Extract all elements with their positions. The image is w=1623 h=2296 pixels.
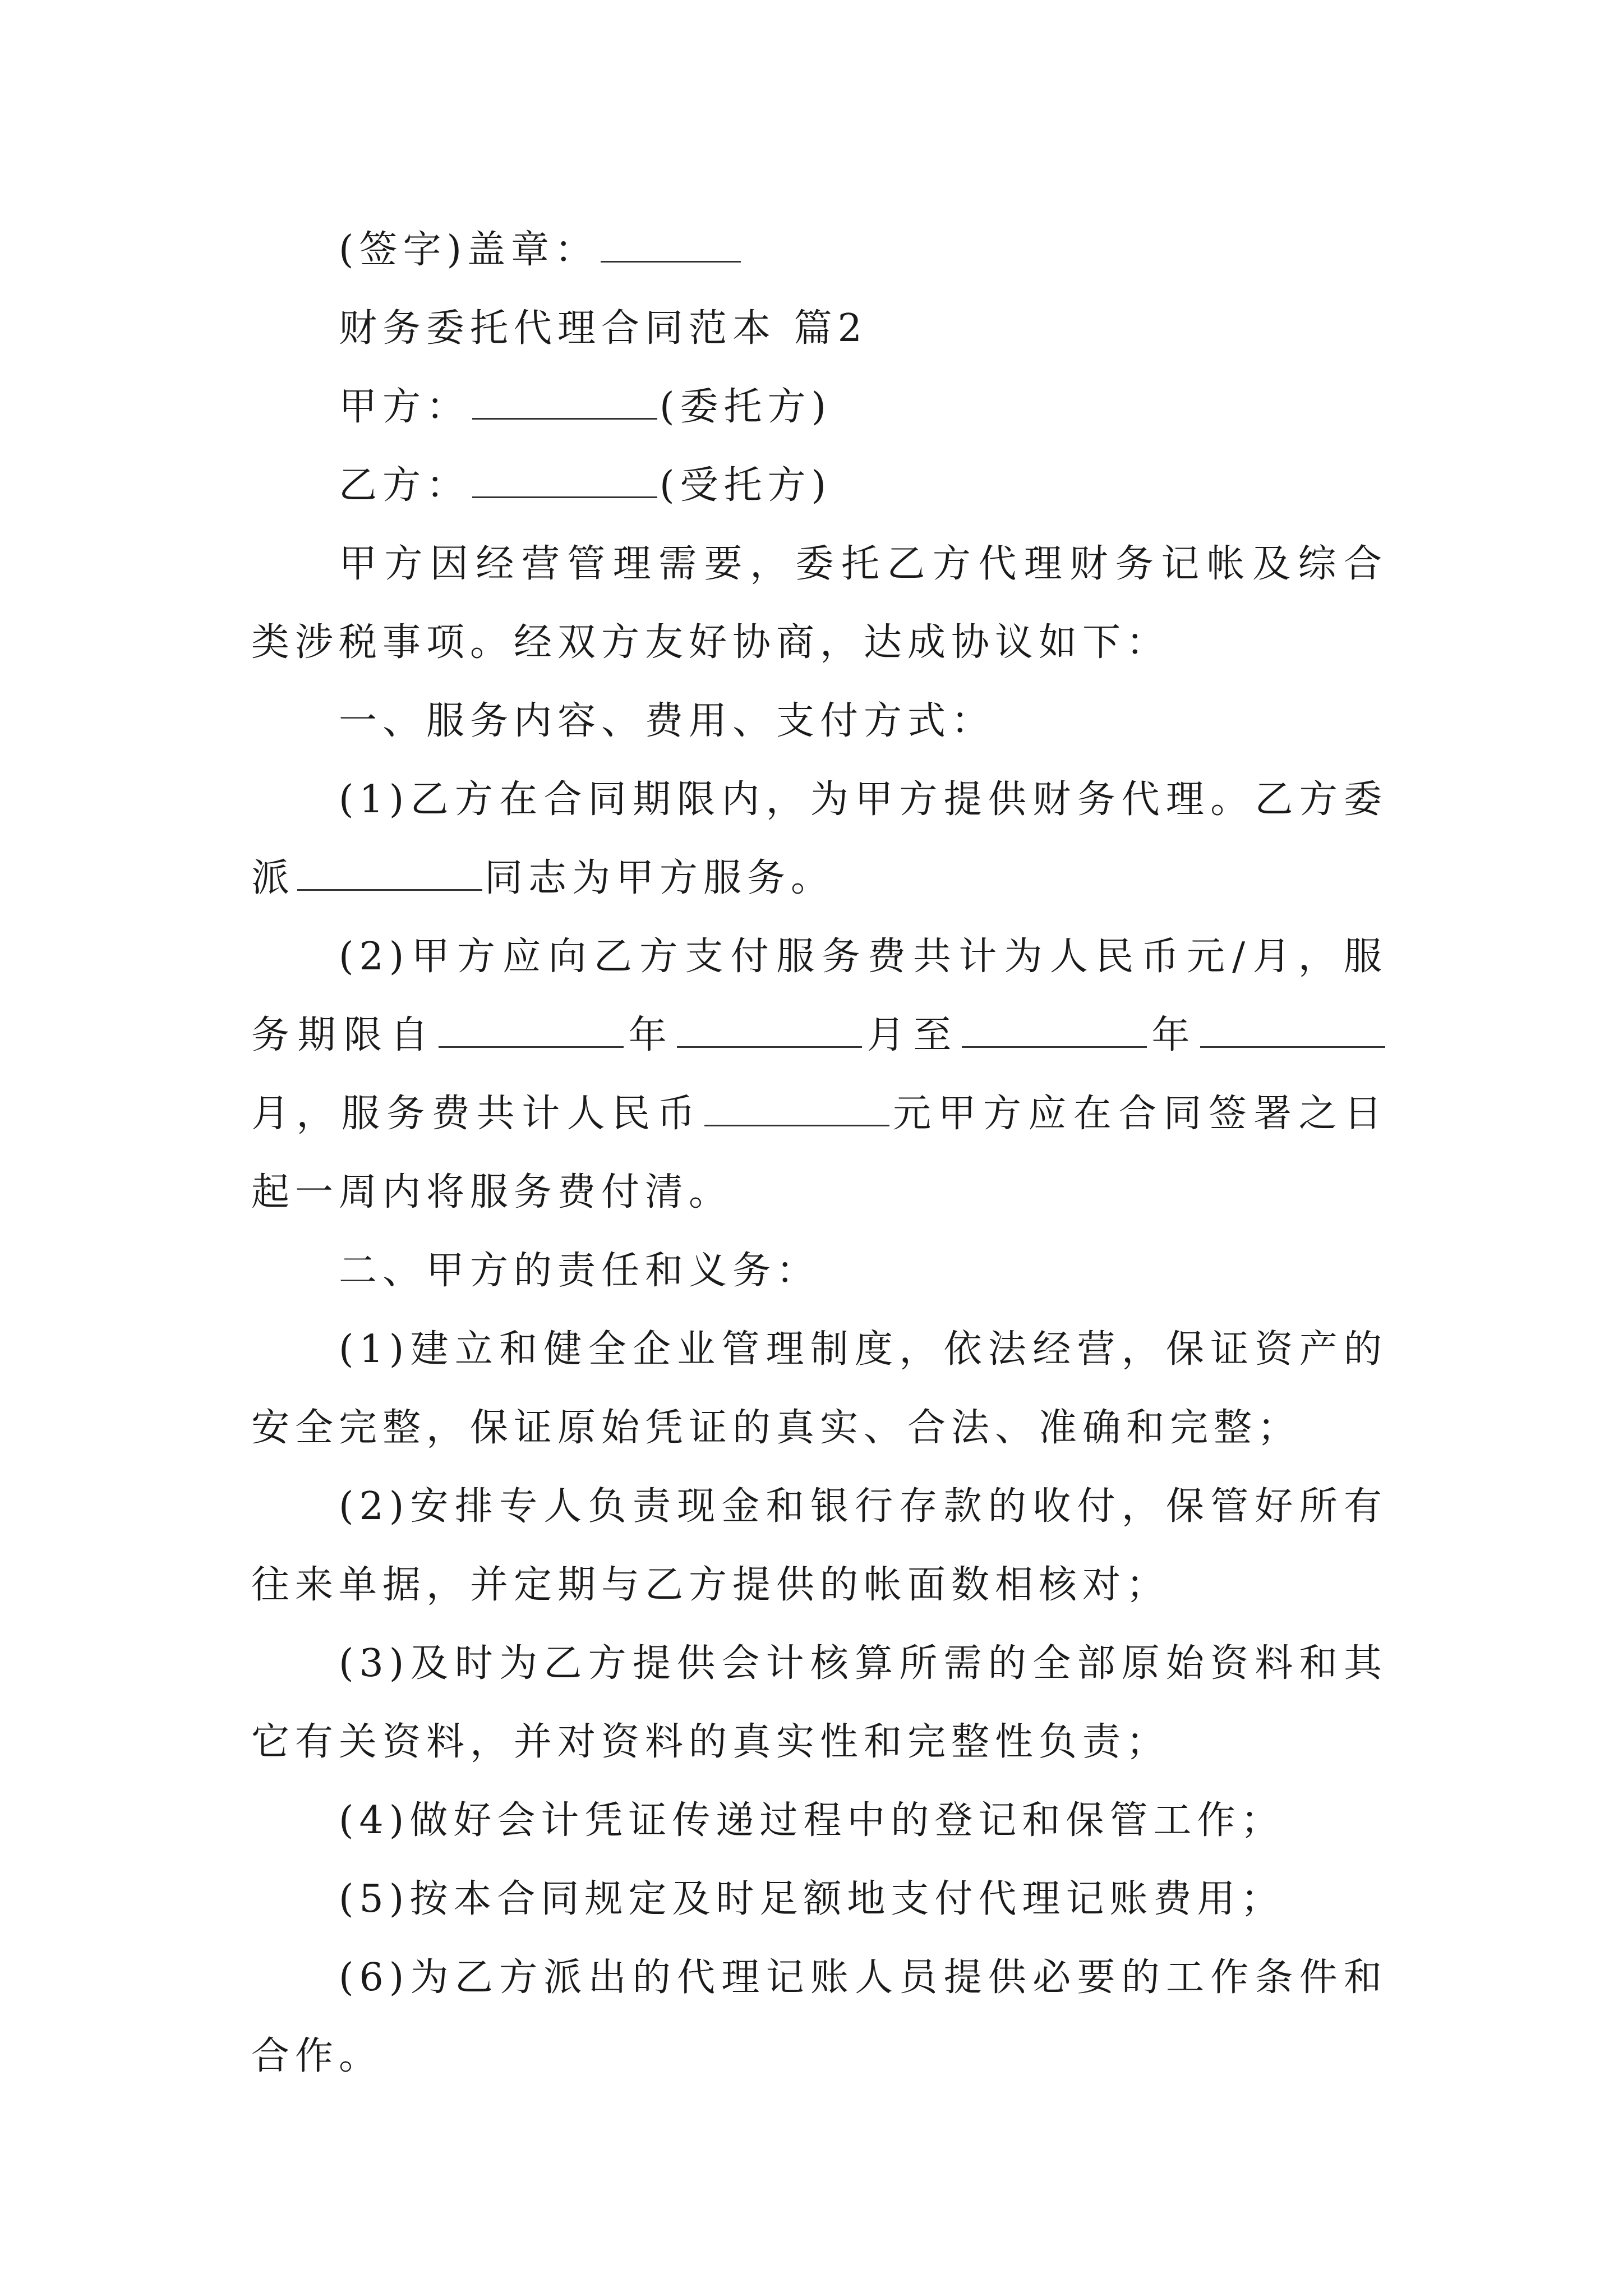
end-year-blank[interactable]	[962, 1014, 1147, 1048]
section1-item1	[251, 761, 1387, 918]
item2-year1: 年	[626, 1013, 675, 1057]
item2-text-b: 元甲方应在合同签署之日起一周内将服务费付清。	[251, 1092, 1387, 1214]
section1-heading: 一、服务内容、费用、支付方式：	[339, 699, 995, 743]
party-b-role: (受托方)	[660, 463, 832, 508]
section2-item: (1)建立和健全企业管理制度，依法经营，保证资产的安全完整，保证原始凭证的真实、合法、准确和完整；	[251, 1327, 1387, 1450]
party-a-label: 甲方：	[339, 385, 471, 429]
party-b-line	[251, 447, 1387, 525]
party-b-blank[interactable]	[472, 464, 657, 498]
section2-item: (3)及时为乙方提供会计核算所需的全部原始资料和其它有关资料，并对资料的真实性和完整性负责；	[251, 1641, 1387, 1764]
delegate-name-blank[interactable]	[297, 857, 482, 891]
item2-month1: 月至	[864, 1013, 960, 1057]
party-a-role: (委托方)	[660, 385, 832, 429]
item1-text-b: 同志为甲方服务。	[485, 856, 835, 900]
section2-heading: 二、甲方的责任和义务：	[339, 1249, 820, 1293]
document-body	[251, 211, 1387, 2096]
section1-item2	[251, 918, 1387, 1232]
item2-text-a: (2)甲方应向乙方支付服务费共计为人民币元/月，服务期限自	[251, 935, 1387, 1057]
document-title: 财务委托代理合同范本 篇2	[339, 306, 868, 351]
end-month-blank[interactable]	[1200, 1014, 1385, 1048]
start-month-blank[interactable]	[677, 1014, 862, 1048]
section2-item: (6)为乙方派出的代理记账人员提供必要的工作条件和合作。	[251, 1955, 1387, 2078]
intro-paragraph: 甲方因经营管理需要，委托乙方代理财务记帐及综合类涉税事项。经双方友好协商，达成协议如下：	[251, 542, 1387, 665]
signature-label: (签字)盖章：	[339, 228, 599, 272]
item1-text-a: (1)乙方在合同期限内，为甲方提供财务代理。乙方委派	[251, 777, 1387, 900]
item2-year2: 年	[1149, 1013, 1198, 1057]
signature-line	[251, 211, 1387, 289]
signature-blank[interactable]	[601, 228, 741, 263]
section2-item: (5)按本合同规定及时足额地支付代理记账费用；	[339, 1877, 1285, 1921]
item2-month2: 月，服务费共计人民币	[251, 1092, 702, 1136]
section2-item: (4)做好会计凭证传递过程中的登记和保管工作；	[339, 1798, 1285, 1843]
party-b-label: 乙方：	[339, 463, 471, 508]
fee-total-blank[interactable]	[704, 1092, 889, 1126]
party-a-blank[interactable]	[472, 385, 657, 420]
start-year-blank[interactable]	[439, 1014, 624, 1048]
party-a-line	[251, 368, 1387, 447]
section2-item: (2)安排专人负责现金和银行存款的收付，保管好所有往来单据，并定期与乙方提供的帐面数相核对；	[251, 1484, 1387, 1607]
